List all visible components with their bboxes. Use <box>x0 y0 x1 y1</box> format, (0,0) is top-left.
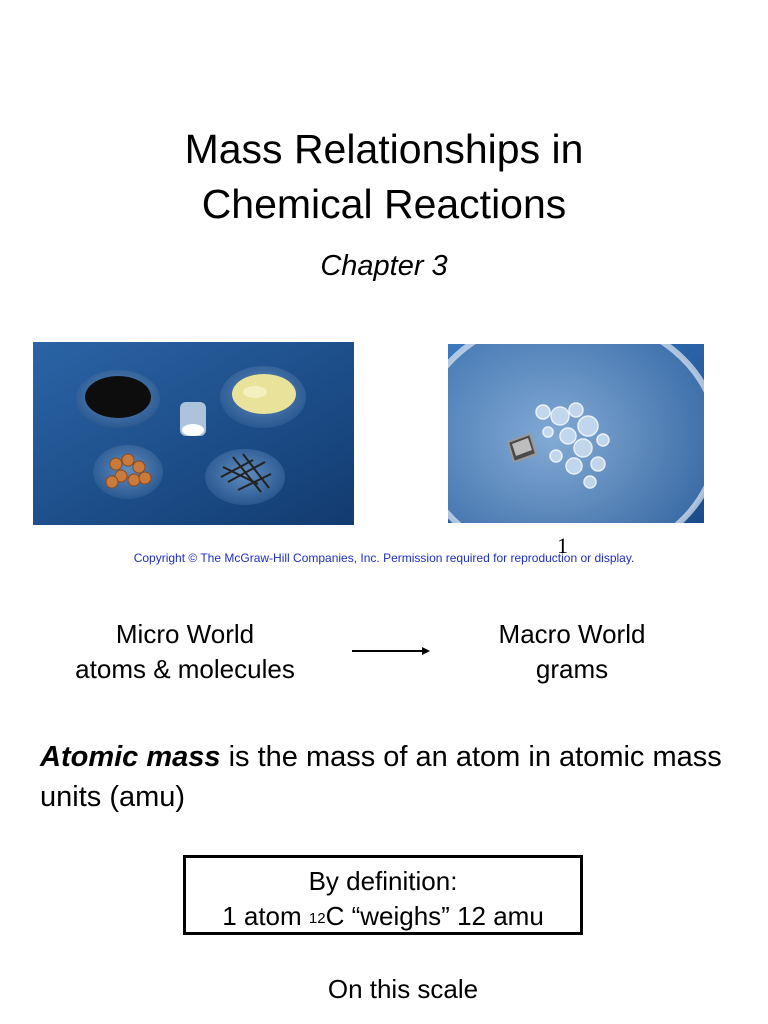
definition-box-prefix: 1 atom <box>222 901 309 931</box>
definition-box <box>183 855 583 935</box>
micro-world-subtitle: atoms & molecules <box>75 654 295 684</box>
slide-title <box>0 122 768 232</box>
title-line-2: Chemical Reactions <box>201 181 567 227</box>
reaction-photo <box>448 344 704 523</box>
chapter-subtitle: Chapter 3 <box>320 250 448 282</box>
scale-text: On this scale <box>327 974 479 1004</box>
atomic-mass-definition <box>40 737 740 817</box>
macro-world-label <box>452 617 692 687</box>
copyright-notice: Copyright © The McGraw-Hill Companies, Inc. Permission required for reproduction or display. <box>133 551 635 565</box>
atomic-mass-text: is the mass of an atom in atomic mass units (amu) <box>40 741 722 813</box>
page-number: 1 <box>557 533 568 558</box>
carbon-isotope-superscript: 12 <box>308 910 326 927</box>
right-arrow-icon <box>350 643 432 659</box>
definition-box-suffix: C “weighs” 12 amu <box>325 901 544 931</box>
title-line-1: Mass Relationships in <box>184 126 584 172</box>
substances-photo-image <box>33 342 354 525</box>
definition-box-line2 <box>186 899 580 934</box>
micro-world-label <box>55 617 315 687</box>
micro-world-title: Micro World <box>115 619 255 649</box>
macro-world-subtitle: grams <box>535 654 609 684</box>
atomic-mass-term: Atomic mass <box>40 741 221 773</box>
substances-photo <box>33 342 354 525</box>
macro-world-title: Macro World <box>498 619 646 649</box>
reaction-photo-image <box>448 344 704 523</box>
definition-box-line1: By definition: <box>308 866 458 896</box>
